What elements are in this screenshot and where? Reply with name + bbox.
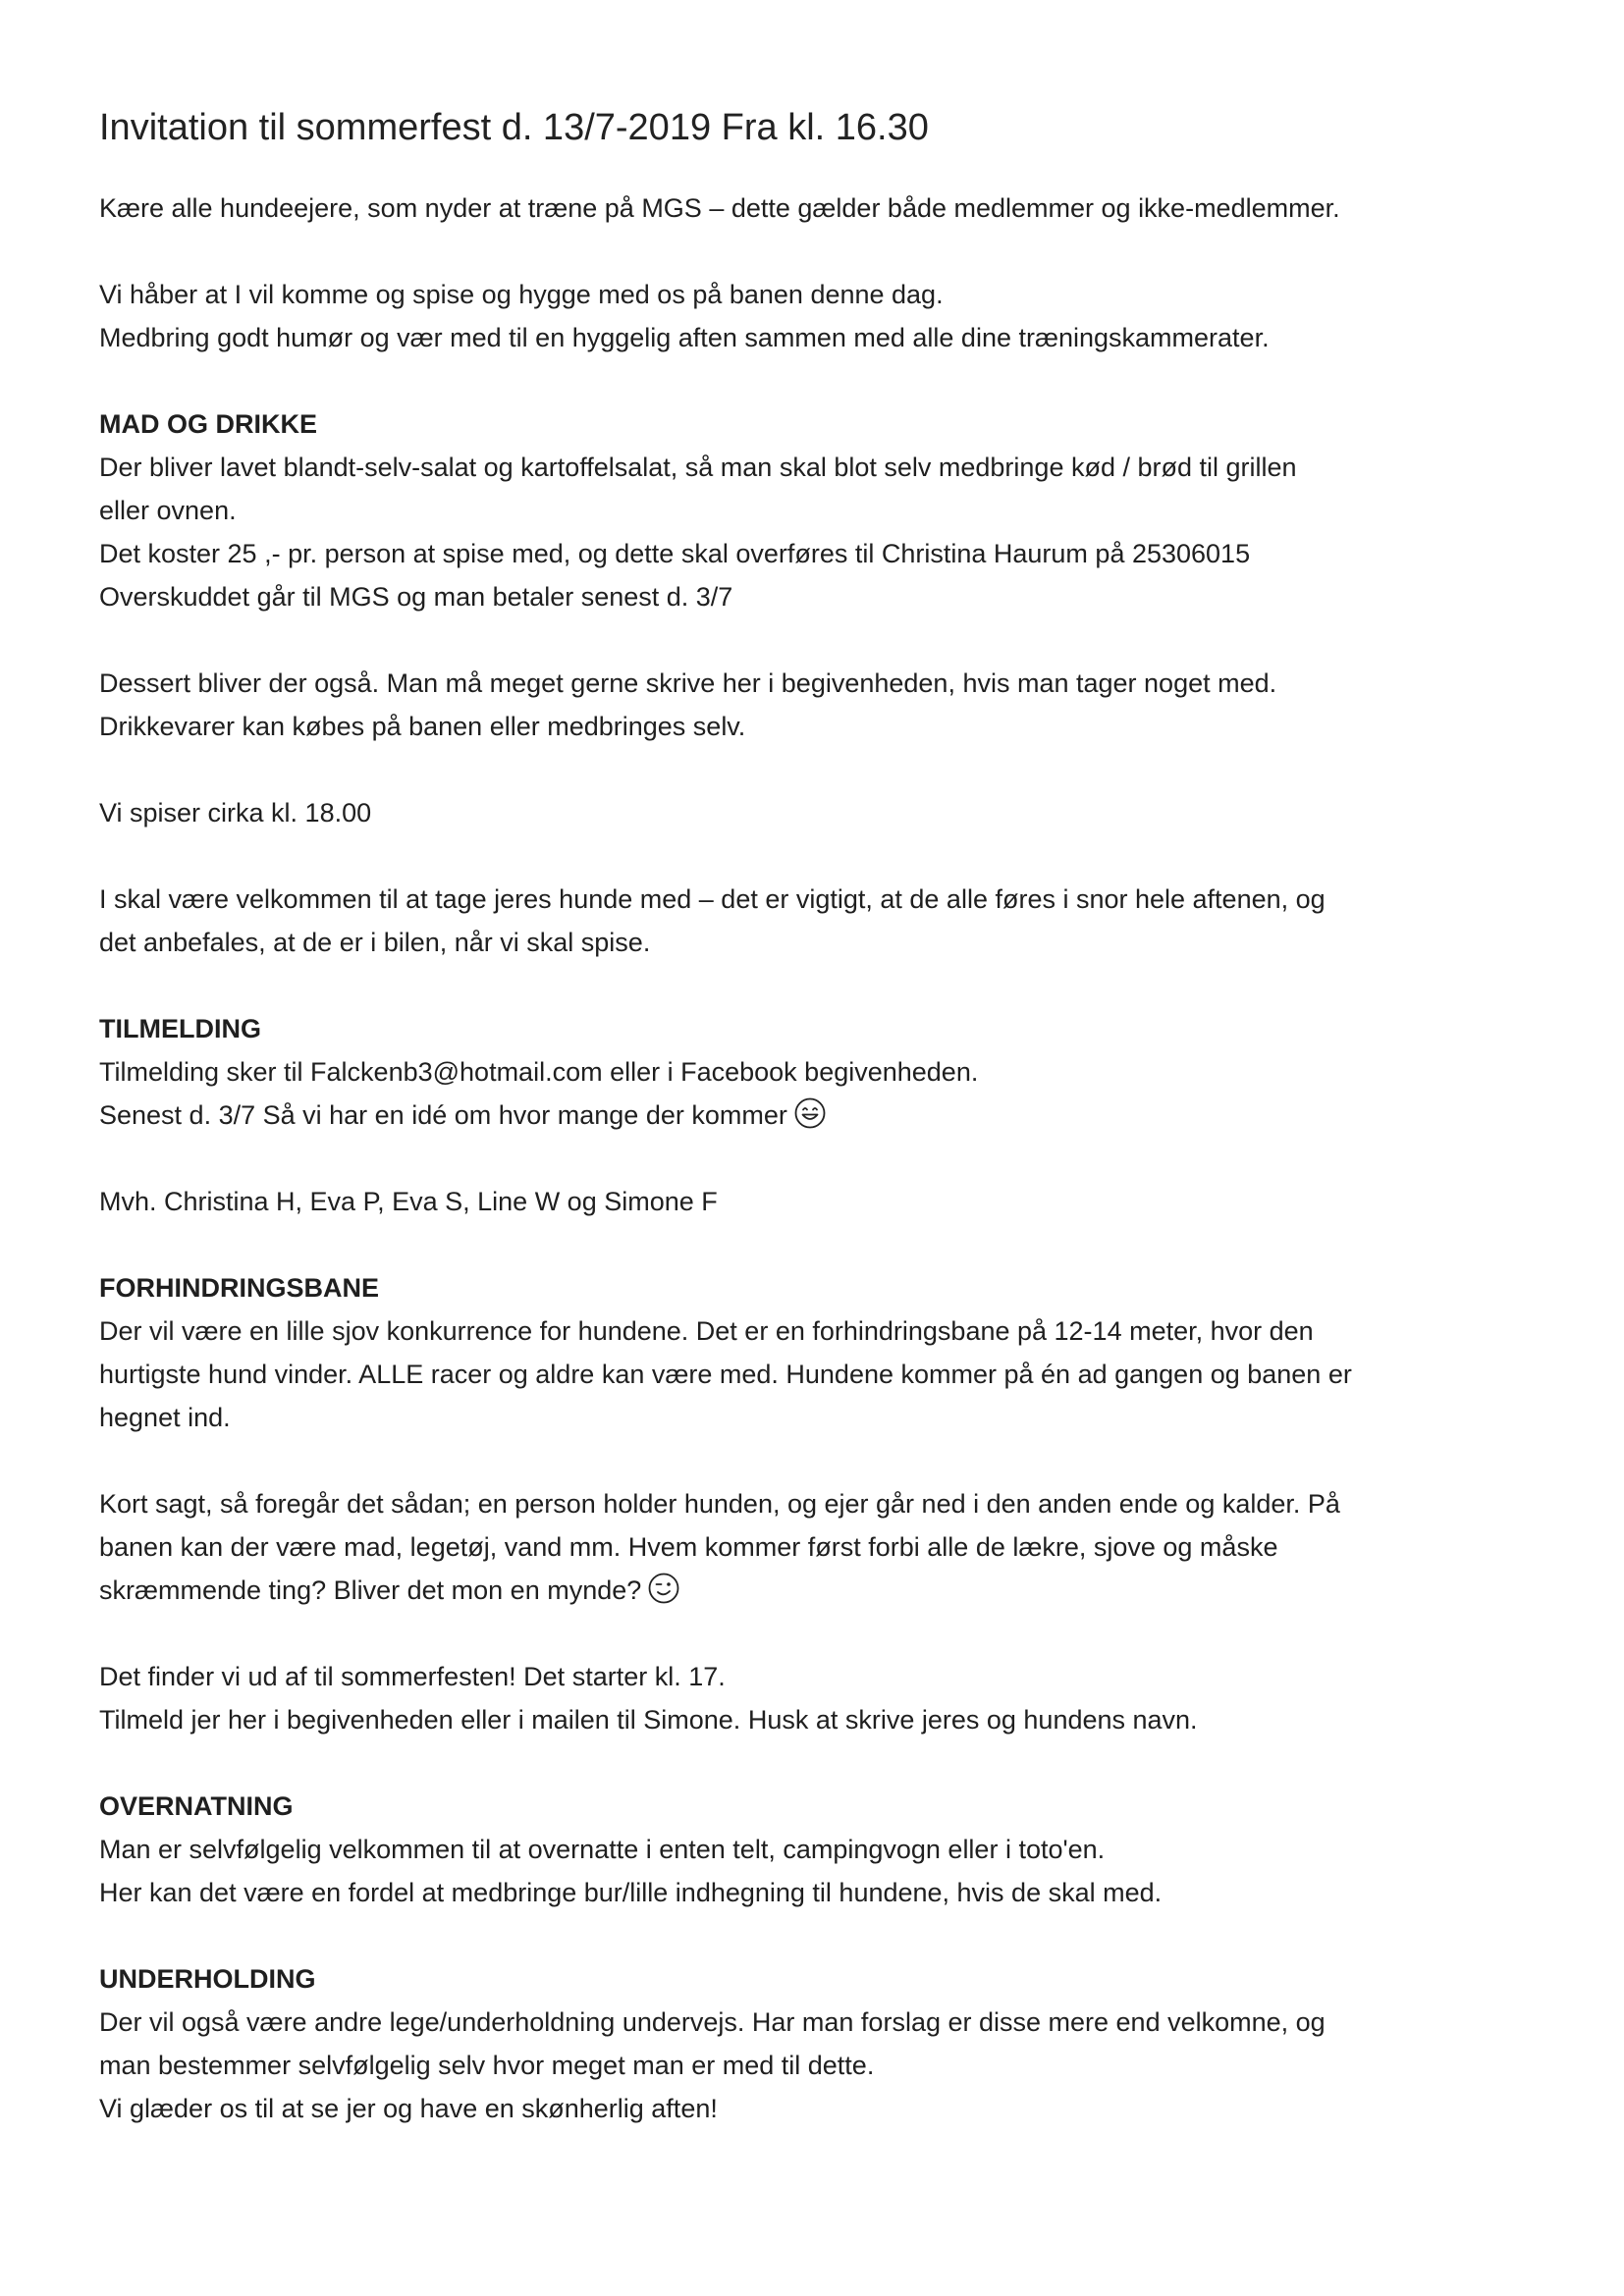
intro-text: Kære alle hundeejere, som nyder at træne på MGS – dette gælder både medlemmer og ikke-medlemmer. (99, 193, 1340, 223)
dogs-paragraph (99, 878, 1543, 964)
food-line: eller ovnen. (99, 496, 237, 525)
obstacle-details-line: Kort sagt, så foregår det sådan; en person holder hunden, og ejer går ned i den anden ende og kalder. På (99, 1489, 1340, 1519)
winking-face-icon (647, 1572, 680, 1605)
intro-paragraph (99, 187, 1543, 230)
obstacle-details-line: banen kan der være mad, legetøj, vand mm. Hvem kommer først forbi alle de lækre, sjove og måske (99, 1532, 1278, 1562)
food-line: Der bliver lavet blandt-selv-salat og kartoffelsalat, så man skal blot selv medbringe kød / brød til grillen (99, 453, 1297, 482)
find-out-paragraph (99, 1655, 1543, 1741)
entertainment-heading: UNDERHOLDING (99, 1964, 316, 1994)
obstacle-details-text: skræmmende ting? Bliver det mon en mynde? (99, 1575, 642, 1605)
overnight-heading: OVERNATNING (99, 1791, 294, 1821)
signup-section (99, 1007, 1543, 1137)
welcome-line: Vi håber at I vil komme og spise og hygge med os på banen denne dag. (99, 280, 944, 309)
signature-paragraph (99, 1180, 1543, 1223)
obstacle-line: hurtigste hund vinder. ALLE racer og aldre kan være med. Hundene kommer på én ad gangen og banen er (99, 1360, 1352, 1389)
welcome-line: Medbring godt humør og vær med til en hyggelig aften sammen med alle dine træningskammerater. (99, 323, 1270, 352)
dogs-line: I skal være velkommen til at tage jeres hunde med – det er vigtigt, at de alle føres i snor hele aftenen, og (99, 884, 1326, 914)
grinning-face-icon (793, 1096, 827, 1130)
document-page (99, 102, 1543, 2173)
dessert-line: Dessert bliver der også. Man må meget gerne skrive her i begivenheden, hvis man tager noget med. (99, 668, 1277, 698)
signup-line: Tilmelding sker til Falckenb3@hotmail.com eller i Facebook begivenheden. (99, 1057, 979, 1087)
overnight-line: Man er selvfølgelig velkommen til at overnatte i enten telt, campingvogn eller i toto'en. (99, 1835, 1106, 1864)
dessert-line: Drikkevarer kan købes på banen eller medbringes selv. (99, 712, 746, 741)
food-line: Det koster 25 ,- pr. person at spise med, og dette skal overføres til Christina Haurum på 25306015 (99, 539, 1251, 568)
find-out-line: Det finder vi ud af til sommerfesten! Det starter kl. 17. (99, 1662, 726, 1691)
eat-time-text: Vi spiser cirka kl. 18.00 (99, 798, 372, 828)
obstacle-heading: FORHINDRINGSBANE (99, 1273, 380, 1303)
find-out-line: Tilmeld jer her i begivenheden eller i mailen til Simone. Husk at skrive jeres og hundens navn. (99, 1705, 1198, 1735)
food-section (99, 402, 1543, 618)
page-title: Invitation til sommerfest d. 13/7-2019 Fra kl. 16.30 (99, 107, 929, 148)
signup-deadline-text: Senest d. 3/7 Så vi har en idé om hvor mange der kommer (99, 1100, 787, 1130)
eat-time-paragraph (99, 791, 1543, 834)
entertainment-line: Der vil også være andre lege/underholdning undervejs. Har man forslag er disse mere end velkomne, og (99, 2007, 1326, 2037)
entertainment-line: man bestemmer selvfølgelig selv hvor meget man er med til dette. (99, 2051, 875, 2080)
dogs-line: det anbefales, at de er i bilen, når vi skal spise. (99, 928, 651, 957)
entertainment-line: Vi glæder os til at se jer og have en skønherlig aften! (99, 2094, 718, 2123)
overnight-section (99, 1785, 1543, 1914)
signup-heading: TILMELDING (99, 1014, 261, 1043)
obstacle-line: Der vil være en lille sjov konkurrence for hundene. Det er en forhindringsbane på 12-14 meter, hvor den (99, 1316, 1314, 1346)
obstacle-details-paragraph (99, 1482, 1543, 1612)
dessert-paragraph (99, 662, 1543, 748)
overnight-line: Her kan det være en fordel at medbringe bur/lille indhegning til hundene, hvis de skal med. (99, 1878, 1163, 1907)
obstacle-section (99, 1266, 1543, 1439)
food-heading: MAD OG DRIKKE (99, 409, 317, 439)
welcome-paragraph (99, 273, 1543, 359)
food-line: Overskuddet går til MGS og man betaler senest d. 3/7 (99, 582, 733, 612)
obstacle-line: hegnet ind. (99, 1403, 231, 1432)
signature-text: Mvh. Christina H, Eva P, Eva S, Line W og Simone F (99, 1187, 718, 1216)
obstacle-details-line-with-icon (99, 1569, 1543, 1612)
signup-deadline-line (99, 1094, 1543, 1137)
entertainment-section (99, 1957, 1543, 2130)
